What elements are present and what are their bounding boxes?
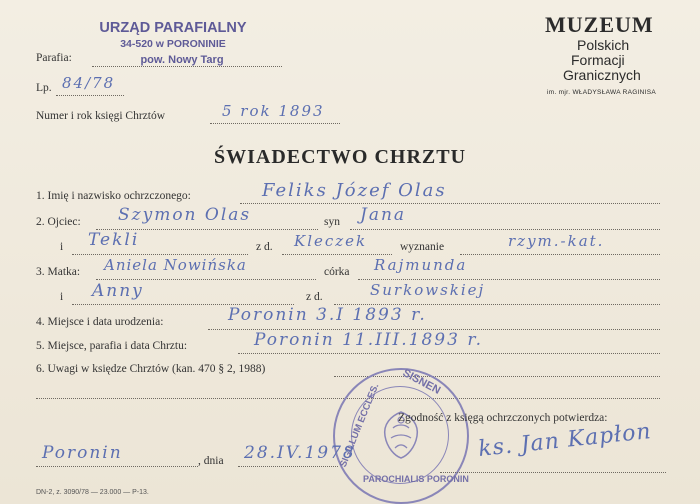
hw-father: Szymon Olas (118, 205, 252, 225)
label-numer: Numer i rok księgi Chrztów (36, 110, 166, 122)
museum-line2: Polskich (577, 37, 630, 53)
stamp-line1: URZĄD PARAFIALNY (99, 20, 247, 36)
hw-mother-of: Rajmunda (374, 256, 468, 274)
hw-baptism: Poronin 11.III.1893 r. (254, 330, 483, 350)
museum-line1: MUZEUM (545, 12, 654, 37)
museum-line4: Granicznych (563, 67, 641, 83)
line-signature (440, 472, 666, 473)
seal-text-bottom: PAROCHIALIS PORONIN (363, 474, 469, 484)
parish-seal (333, 368, 469, 504)
label-f2: 2. Ojciec: (36, 216, 81, 228)
stamp-line3: pow. Nowy Targ (140, 54, 224, 66)
stamp-line2: 34-520 w PORONINIE (120, 38, 226, 50)
line-lp (56, 95, 124, 96)
label-i-2: i (60, 291, 64, 303)
label-i-1: i (60, 241, 64, 253)
hw-grandmother-maiden: Kleczek (294, 232, 368, 250)
hw-lp: 84/78 (62, 74, 116, 92)
line-baptism (238, 353, 660, 354)
label-f5: 5. Miejsce, parafia i data Chrztu: (36, 340, 188, 352)
line-father-of (350, 229, 660, 230)
seal-text-top: SISNEN (400, 367, 443, 397)
line-date (238, 466, 338, 467)
museum-line5: im. mjr. WŁADYSŁAWA RAGINISA (547, 89, 657, 96)
label-dnia: , dnia (198, 455, 224, 467)
museum-logo (545, 12, 685, 96)
label-zd-2: z d. (306, 291, 323, 303)
hw-name: Feliks Józef Olas (262, 180, 447, 201)
label-f4: 4. Miejsce i data urodzenia: (36, 316, 164, 328)
hw-date: 28.IV.1978 (244, 443, 356, 463)
hw-religion: rzym.-kat. (508, 232, 605, 250)
label-zd-1: z d. (256, 241, 273, 253)
print-footer: DN-2, z. 3090/78 — 23.000 — P-13. (36, 489, 149, 496)
museum-line3: Formacji (571, 52, 625, 68)
hw-grandmother2-maiden: Surkowskiej (370, 281, 486, 299)
label-parafia: Parafia: (36, 52, 72, 64)
signature: ks. Jan Kapłon (477, 418, 653, 463)
hw-numer: 5 rok 1893 (222, 102, 325, 120)
line-mother-of (358, 279, 660, 280)
line-grandmother-maiden (282, 254, 392, 255)
hw-grandmother2: Anny (92, 281, 144, 301)
label-f1: 1. Imię i nazwisko ochrzczonego: (36, 190, 191, 202)
hw-grandmother: Tekli (88, 230, 140, 250)
label-lp: Lp. (36, 82, 52, 94)
line-parafia (92, 66, 282, 67)
line-numer (210, 123, 340, 124)
hw-mother: Aniela Nowińska (104, 256, 247, 274)
line-mother (96, 279, 316, 280)
label-f3: 3. Matka: (36, 266, 81, 278)
seal-text-left: SIGILLUM ECCLES. (337, 382, 382, 469)
label-corka: córka (324, 266, 350, 278)
line-place (36, 466, 198, 467)
line-f1 (240, 203, 660, 204)
label-f6: 6. Uwagi w księdze Chrztów (kan. 470 § 2, 1988) (36, 363, 266, 375)
line-religion (460, 254, 660, 255)
line-grandmother (72, 254, 248, 255)
parish-stamp (78, 20, 268, 66)
label-wyznanie: wyznanie (400, 241, 445, 253)
hw-birth: Poronin 3.I 1893 r. (228, 305, 427, 325)
label-syn: syn (324, 216, 340, 228)
hw-father-of: Jana (360, 205, 407, 225)
label-zgodnosc: Zgodność z księgą ochrzczonych potwierdza: (398, 412, 608, 424)
hw-place: Poronin (42, 443, 123, 463)
certificate-title: ŚWIADECTWO CHRZTU (214, 146, 467, 168)
